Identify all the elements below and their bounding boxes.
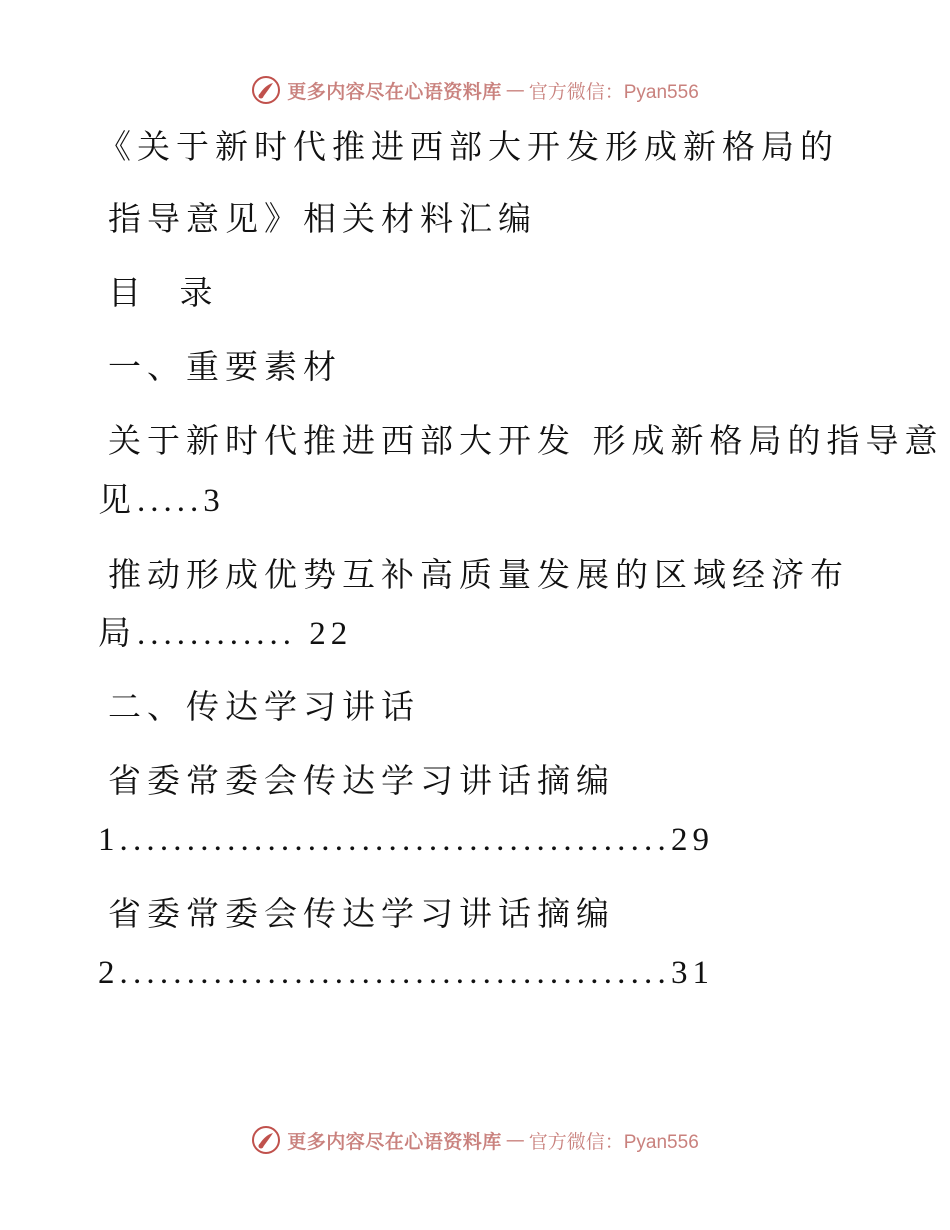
section-heading: 一、重要素材 [108, 347, 342, 386]
toc-entry-page: 31 [670, 955, 714, 991]
watermark-wechat: 官方微信：Pyan556 [528, 81, 699, 103]
toc-entry-leader: ......................................... [119, 822, 671, 858]
toc-entry-page: 22 [309, 616, 353, 652]
toc-entry-title-end: 1 [98, 822, 120, 858]
brush-ink-logo-icon [251, 75, 281, 105]
toc-entry-title: 省委常委会传达学习讲话摘编 [108, 894, 615, 933]
toc-entry-leader: ..... [137, 483, 204, 519]
toc-entry-continuation [98, 822, 714, 857]
watermark-separator: — [505, 1129, 525, 1151]
toc-entry-leader: ............ [137, 616, 310, 652]
watermark-separator: — [505, 79, 525, 101]
watermark-wechat: 官方微信：Pyan556 [528, 1131, 699, 1153]
section-heading: 二、传达学习讲话 [108, 687, 420, 726]
toc-heading: 目 录 [108, 273, 227, 312]
watermark-text: 更多内容尽在心语资料库 [287, 1130, 502, 1153]
document-title-line-1: 《关于新时代推进西部大开发形成新格局的 [98, 127, 839, 166]
toc-entry-leader: ......................................... [119, 955, 671, 991]
toc-entry-title: 推动形成优势互补高质量发展的区域经济布 [108, 555, 849, 594]
watermark-banner-top [0, 70, 950, 110]
toc-entry-continuation [98, 613, 353, 652]
toc-entry-title-end: 局 [98, 613, 137, 652]
watermark-banner-bottom [0, 1120, 950, 1160]
toc-entry-title-end: 见 [98, 480, 137, 519]
toc-entry-page: 3 [203, 483, 225, 519]
brush-ink-logo-icon [251, 1125, 281, 1155]
toc-entry-page: 29 [670, 822, 714, 858]
toc-entry-title: 关于新时代推进西部大开发 形成新格局的指导意 [108, 421, 944, 460]
toc-entry-continuation [98, 480, 225, 519]
document-title-line-2: 指导意见》相关材料汇编 [108, 199, 537, 238]
toc-entry-continuation [98, 955, 714, 990]
watermark-text: 更多内容尽在心语资料库 [287, 80, 502, 103]
toc-entry-title: 省委常委会传达学习讲话摘编 [108, 761, 615, 800]
toc-entry-title-end: 2 [98, 955, 120, 991]
